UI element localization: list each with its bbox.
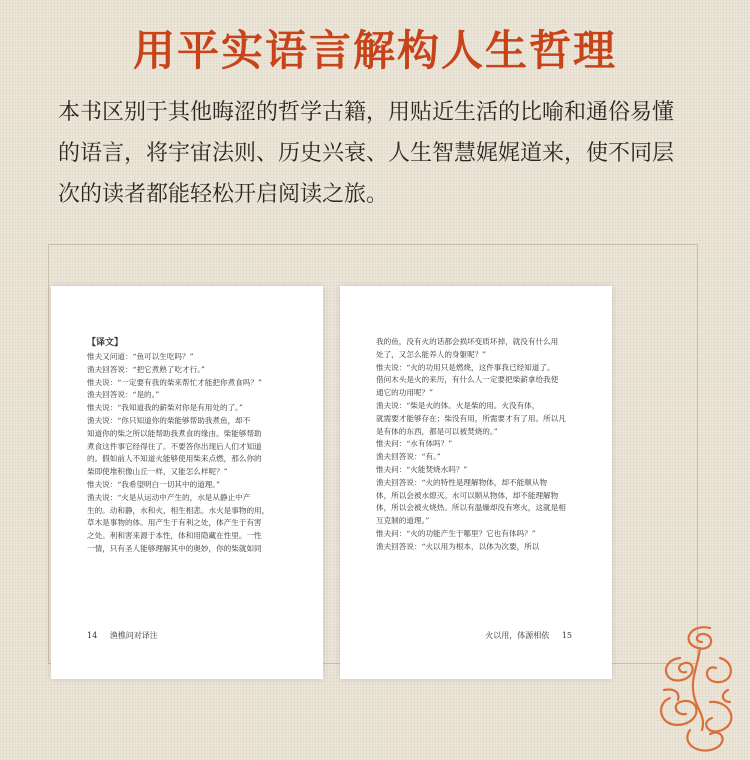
text-line: 惟夫说：“我知道我的薪柴对你是有用处的了。” <box>87 403 243 413</box>
page-number: 15 <box>561 631 572 640</box>
text-line: 通它的功用呢？” <box>376 388 434 398</box>
text-line: 的。假如前人不知道火能够使用柴来点燃，那么你的 <box>87 454 262 464</box>
page-text <box>376 336 584 554</box>
text-line: 渔夫回答说：“把它煮熟了吃才行。” <box>87 364 205 374</box>
text-line: 渔夫回答说：“有。” <box>376 452 441 462</box>
intro-paragraph <box>58 92 698 215</box>
intro-line: 次的读者都能轻松开启阅读之旅。 <box>58 182 389 207</box>
page-footer <box>485 630 572 641</box>
text-line: 借问木头是火的来历，有什么人一定要把柴薪拿给我使 <box>376 375 559 385</box>
text-line: 体，所以会被火烧热。所以有温燥却没有寒火，这就是相 <box>376 503 566 513</box>
section-heading: 【译文】 <box>87 338 124 348</box>
text-line: 处了，又怎么能养人的身躯呢？” <box>376 349 487 359</box>
text-line: 渔夫回答说：“火以用为根本，以体为次要，所以 <box>376 541 540 551</box>
text-line: 知道你的柴之所以能帮助我煮食的缘由。柴能够帮助 <box>87 428 262 438</box>
intro-line: 本书区别于其他晦涩的哲学古籍，用贴近生活的比喻和通俗易懂 <box>58 100 675 125</box>
text-line: 生的。动和静，水和火，相生相悲。水火是事物的用， <box>87 505 270 515</box>
intro-line: 的语言，将宇宙法则、历史兴衰、人生智慧娓娓道来，使不同层 <box>58 141 675 166</box>
text-line: 惟夫又问道：“鱼可以生吃吗？” <box>87 352 194 361</box>
text-line: 渔夫说：“你只知道你的柴能够帮助我煮鱼，却不 <box>87 415 251 425</box>
text-line: 之处。利和害来源于本性，体和用隐藏在性里。一性 <box>87 531 262 541</box>
page-text <box>87 336 295 556</box>
text-line: 渔夫回答说：“火的特性是理解物体，却不能顺从物 <box>376 477 547 487</box>
text-line: 惟夫问：“火的功能产生于哪里？它也有体吗？” <box>376 528 536 538</box>
text-line: 惟夫问：“水有体吗？” <box>376 439 453 449</box>
text-line: 惟夫问：“火能焚烧水吗？” <box>376 464 468 474</box>
text-line: 体，所以会被水熄灭。水可以顺从物体，却不能理解物 <box>376 490 559 500</box>
page-footer <box>87 630 158 641</box>
text-line: 草木是事物的体。用产生于有利之处，体产生于有害 <box>87 518 262 528</box>
text-line: 渔夫说：“柴是火的体。火是柴的用。火没有体， <box>376 400 540 410</box>
text-line: 就需要才能够存在；柴没有用，所需要才有了用。所以凡 <box>376 413 566 423</box>
page-title: 用平实语言解构人生哲理 <box>132 26 617 75</box>
text-line: 柴即使堆积像山丘一样，又能怎么样呢？” <box>87 467 228 477</box>
text-line: 我的鱼，没有火的话都会损坏变质坏掉，就没有什么用 <box>376 337 559 346</box>
text-line: 一情，只有圣人能够理解其中的奥妙，你的柴就如同 <box>87 543 262 553</box>
auspicious-cloud-icon <box>650 618 745 758</box>
text-line: 互克制的道理。” <box>376 516 430 526</box>
text-line: 渔夫说：“火是从运动中产生的，水是从静止中产 <box>87 492 251 502</box>
text-line: 是有体的东西，都是可以被焚烧的。” <box>376 426 498 436</box>
book-page-right <box>340 286 612 679</box>
text-line: 渔夫回答说：“是的。” <box>87 390 160 400</box>
book-page-left <box>51 286 323 679</box>
text-line: 惟夫说：“我希望明白一切其中的道理。” <box>87 479 221 489</box>
text-line: 煮食这件事它经得住了。不要答你出现后人们才知道 <box>87 441 262 451</box>
text-line: 惟夫说：“火的功用只是燃烧，这件事我已经知道了。 <box>376 362 555 372</box>
running-title: 渔樵问对译注 <box>109 631 158 640</box>
page-number: 14 <box>87 631 98 640</box>
text-line: 惟夫说：“一定要有我的柴来帮忙才能把你煮食吗？” <box>87 377 262 387</box>
running-title: 火以用，体源相依 <box>485 631 550 640</box>
